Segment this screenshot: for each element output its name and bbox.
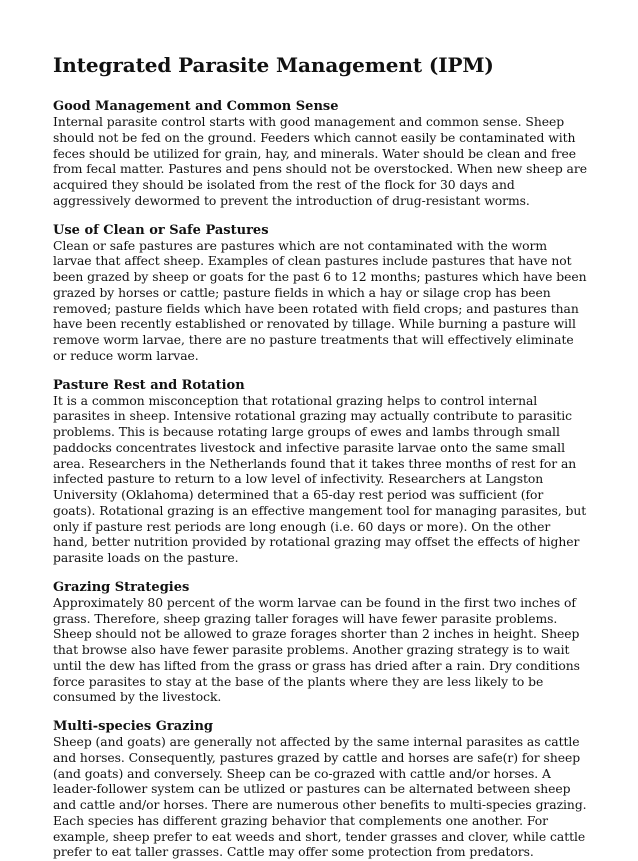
section-grazing-strategies	[53, 580, 588, 706]
section-heading: Grazing Strategies	[53, 579, 190, 595]
section-heading: Pasture Rest and Rotation	[53, 377, 245, 393]
section-heading: Good Management and Common Sense	[53, 99, 339, 114]
section-heading: Use of Clean or Safe Pastures	[53, 222, 269, 238]
section-paragraph: Internal parasite control starts with good management and common sense. Sheep should not be fed on the ground. Feeders which cannot easily be contaminated with feces should be utilized for grain, hay, and minerals. Water should be clean and free from fecal matter. Pastures and pens should not be overstocked. When new sheep are acquired they should be isolated from the rest of the flock for 30 days and aggressively dewormed to prevent the introduction of drug-resistant worms.	[53, 115, 587, 208]
section-heading: Multi-species Grazing	[53, 719, 214, 734]
section-good-management	[53, 99, 588, 210]
section-paragraph: Approximately 80 percent of the worm larvae can be found in the first two inches of grass. Therefore, sheep grazing taller forages will have fewer parasite problems. Sheep should not be allowed to graze forages shorter than 2 inches in height. Sheep that browse also have fewer parasite problems. Another grazing strategy is to wait until the dew has lifted from the grass or grass has dried after a rain. Dry conditions force parasites to stay at the base of the plants where they are less likely to be consumed by the livestock.	[53, 595, 580, 705]
document-title: Integrated Parasite Management (IPM)	[53, 53, 494, 77]
section-paragraph: Clean or safe pastures are pastures which are not contaminated with the worm larvae that affect sheep. Examples of clean pastures include pastures that have not been grazed by sheep or goats for the past 6 to 12 months; pastures which have been grazed by horses or cattle; pasture fields in which a hay or silage crop has been removed; pasture fields which have been rotated with field crops; and pastures than have been recently established or renovated by tillage. While burning a pasture will remove worm larvae, there are no pasture treatments that will effectively eliminate or reduce worm larvae.	[53, 238, 587, 363]
section-multi-species	[53, 719, 588, 861]
section-paragraph: It is a common misconception that rotational grazing helps to control internal parasites in sheep. Intensive rotational grazing may actually contribute to parasitic problems. This is because rotating large groups of ewes and lambs through small paddocks concentrates livestock and infective parasite larvae onto the same small area. Researchers in the Netherlands found that it takes three months of rest for an infected pasture to return to a low level of infectivity. Researchers at Langston University (Oklahoma) determined that a 65-day rest period was sufficient (for goats). Rotational grazing is an effective mangement tool for managing parasites, but only if pasture rest periods are long enough (i.e. 60 days or more). On the other hand, better nutrition provided by rotational grazing may offset the effects of higher parasite loads on the pasture.	[53, 393, 587, 565]
section-paragraph: Sheep (and goats) are generally not affected by the same internal parasites as cattle and horses. Consequently, pastures grazed by cattle and horses are safe(r) for sheep (and goats) and conversely. Sheep can be co-grazed with cattle and/or horses. A leader-follower system can be utlized or pastures can be alternated between sheep and cattle and/or horses. There are numerous other benefits to multi-species grazing. Each species has different grazing behavior that complements one another. For example, sheep prefer to eat weeds and short, tender grasses and clover, while cattle prefer to eat taller grasses. Cattle may offer some protection from predators.	[53, 735, 587, 860]
section-pasture-rest	[53, 378, 588, 567]
section-clean-pastures	[53, 223, 588, 365]
